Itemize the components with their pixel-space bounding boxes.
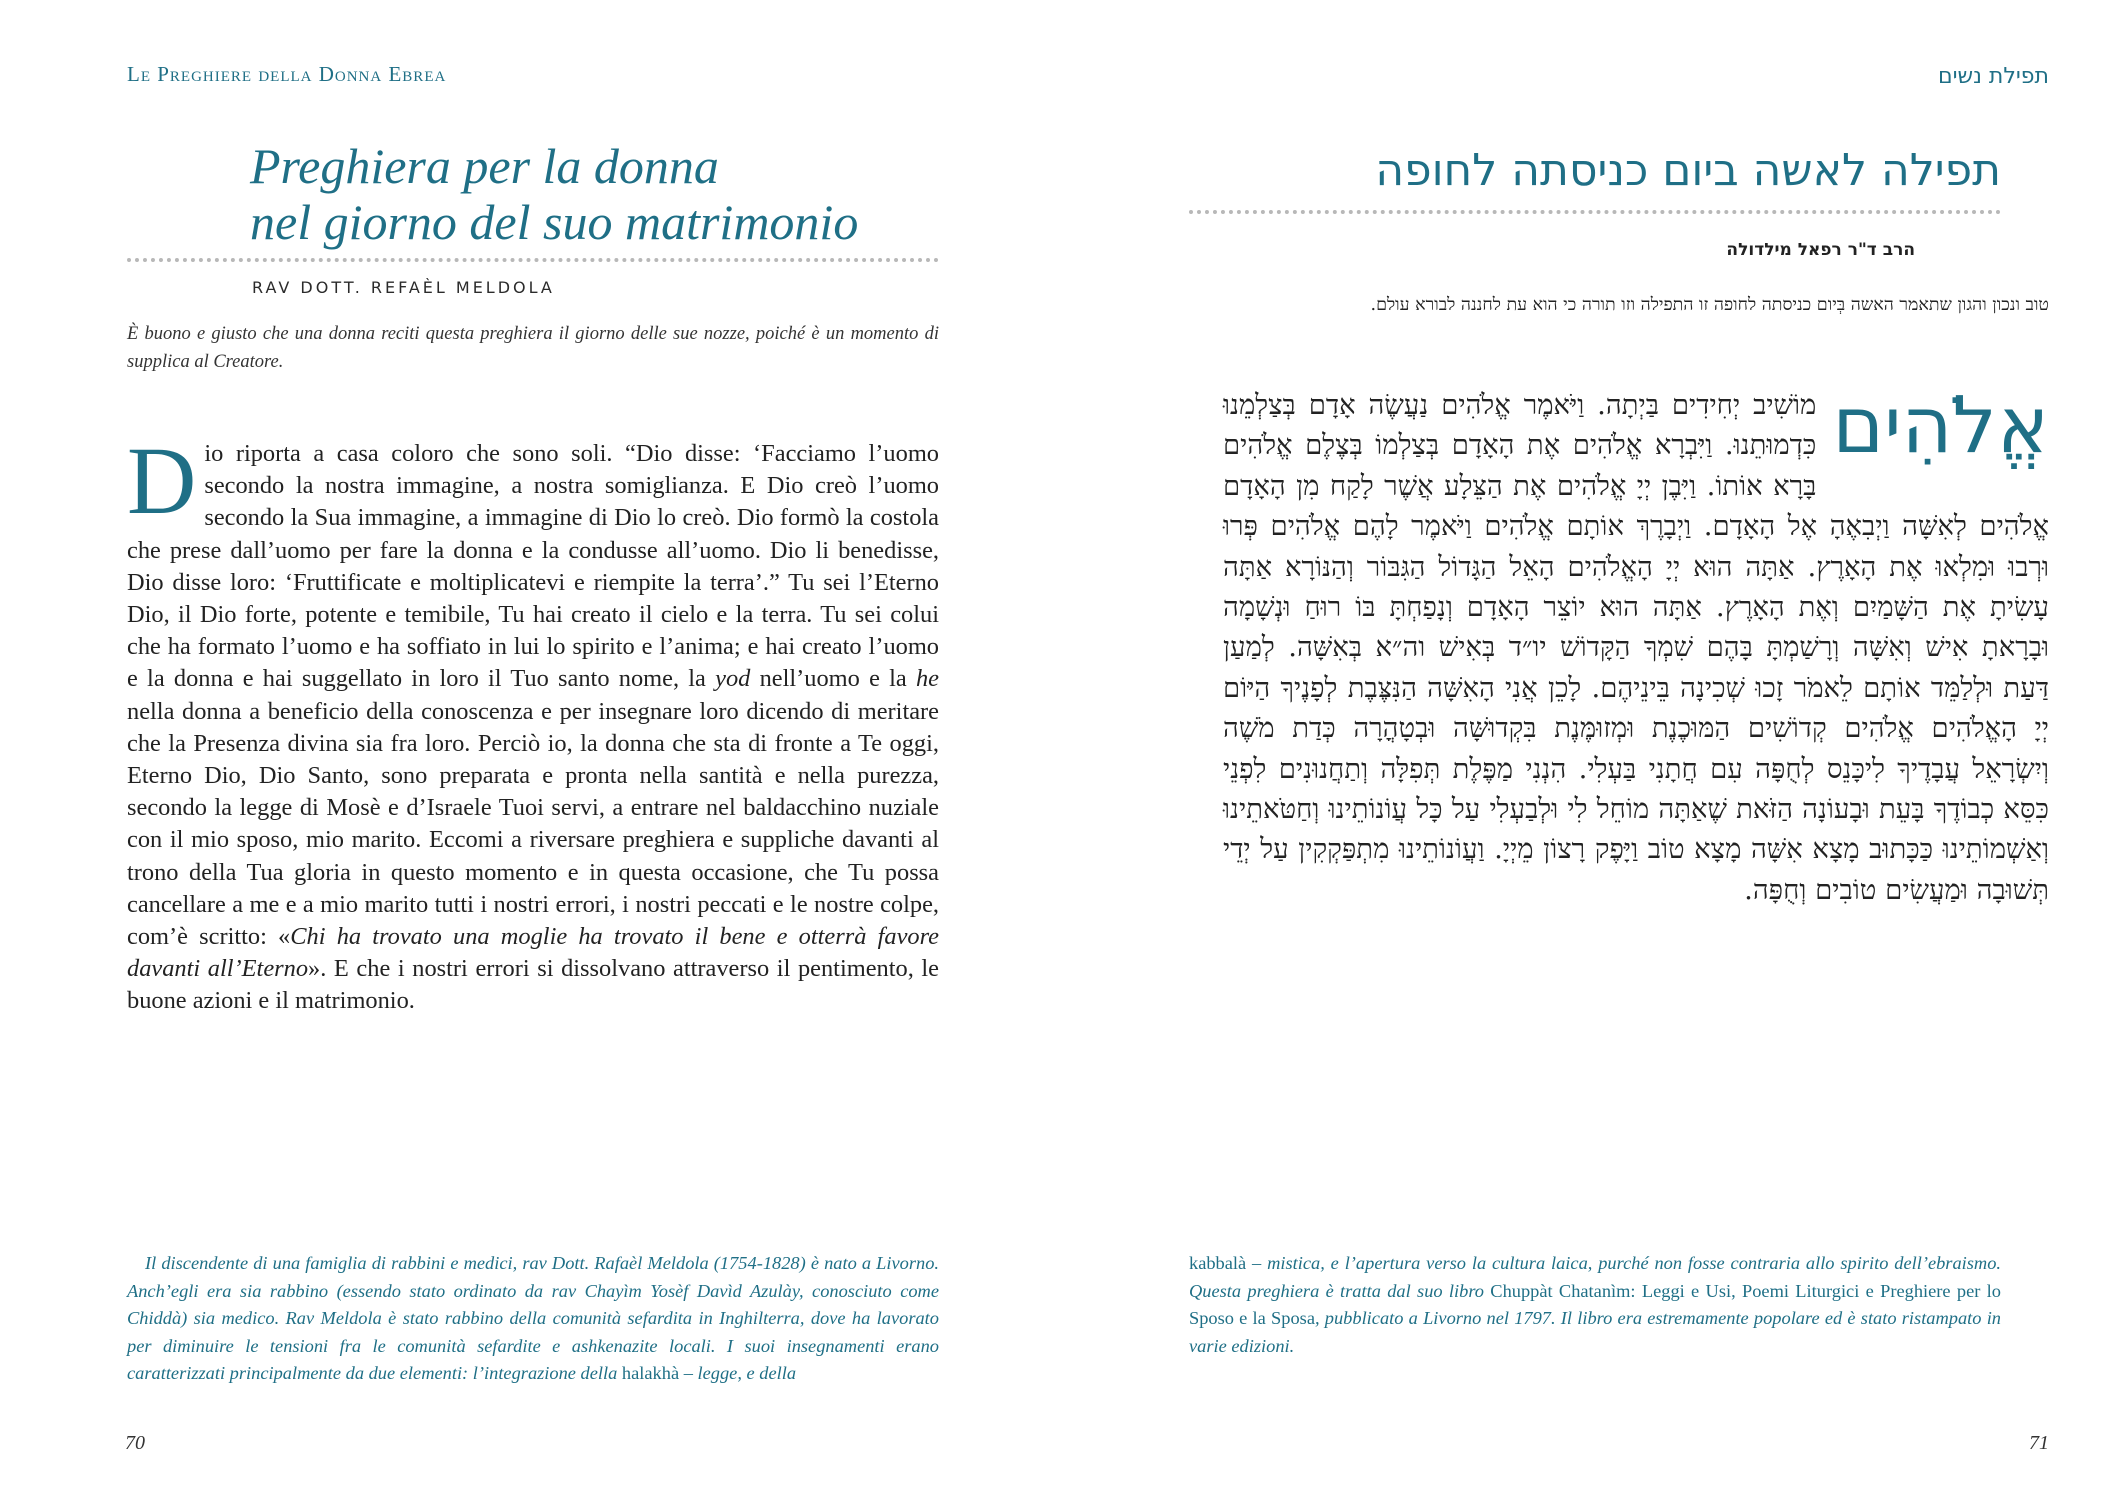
title-line-2: nel giorno del suo matrimonio <box>250 194 859 250</box>
page-number-left: 70 <box>125 1432 145 1454</box>
footnote-right-text-1: – mistica, e l’apertura verso la cultura laica, purché non fosse contraria allo spirito dell’ebraismo. Questa preghiera è tratta dal suo libro <box>1189 1253 2001 1301</box>
running-head-left: Le Preghiere della Donna Ebrea <box>127 62 447 86</box>
page-number-right: 71 <box>2029 1432 2049 1454</box>
prayer-body-hebrew <box>1223 381 2049 910</box>
left-page <box>0 0 1062 1500</box>
dotted-rule-right <box>1189 210 2001 214</box>
footnote-right <box>1189 1250 2001 1360</box>
intro-italian: È buono e giusto che una donna reciti questa preghiera il giorno delle sue nozze, poiché è un momento di supplica al Creatore. <box>127 324 939 372</box>
body-hebrew-text: מוֹשִׁיב יְחִידִים בַּיְתָה. וַיֹּאמֶר אֱלֹהִים נַעֲשֶׂה אָדָם בְּצַלְמֵנוּ כִּדְמוּתֵנוּ. וַיִּבְרָא אֱלֹהִים אֶת הָאָדָם בְּצַלְמוֹ בְּצֶלֶם אֱלֹהִים בָּרָא אוֹתוֹ. וַיִּבֶן יְיָ אֱלֹהִים אֶת הַצֵּלָע אֲשֶׁר לָקַח מִן הָאָדָם אֱלֹהִים לְאִשָּׁה וַיְבִאֶהָ אֶל הָאָדָם. וַיְבָרֶךְ אוֹתָם אֱלֹהִים וַיֹּאמֶר לָהֶם אֱלֹהִים פְּרוּ וּרְבוּ וּמִלְאוּ אֶת הָאָרֶץ. אַתָּה הוּא יְיָ הָאֱלֹהִים הָאֵל הַגָּדוֹל הַגִּבּוֹר וְהַנּוֹרָא אַתָּה עָשִׂיתָ אֶת הַשָּׁמַיִם וְאֶת הָאָרֶץ. אַתָּה הוּא יוֹצֵר הָאָדָם וְנָפַחְתָּ בּוֹ רוּחַ וּנְשָׁמָה וּבָרָאתָ אִישׁ וְאִשָּׁה וְרָשַׁמְתָּ בָּהֶם שִׁמְךָ הַקָּדוֹשׁ יו״ד בְּאִישׁ וה״א בְּאִשָּׁה. לְמַעַן דַּעַת וּלְלַמֵּד אוֹתָם לֵאמֹר זָכוּ שְׁכִינָה בֵּינֵיהֶם. לָכֵן אֲנִי הָאִשָּׁה הַנִּצֶּבֶת לְפָנֶיךָ הַיּוֹם יְיָ הָאֱלֹהִים אֱלֹהִים קְדוֹשִׁים הַמּוּכֶנֶת וּמְזוּמֶּנֶת בִּקְדוּשָּׁה וּבְטָהֳרָה כְּדַת מֹשֶׁה וְיִשְׂרָאֵל עֲבָדֶיךָ לִיכָּנֵס לְחֻפָּה עִם חֲתָנִי בַּעְלִי. הִנְנִי מַפֶּלֶת תְּפִלָּה וְתַחֲנוּנִים לִפְנֵי כִּסֵּא כְבוֹדֶךָ בָּעֵת וּבָעוֹנָה הַזֹּאת שֶׁאַתָּה מוֹחֵל לִי וּלְבַעְלִי עַל כָּל עֲוֹנוֹתֵינוּ וְחַטֹּאתֵינוּ וְאַשְׁמוֹתֵינוּ כַּכָּתוּב מָצָא אִשָּׁה מָצָא טוֹב וַיָּפֶק רָצוֹן מֵיְיָ. וַעֲוֹנוֹתֵינוּ מִתְפַּקְקִין עַל יְדֵי תְּשׁוּבָה וּמַעֲשִׂים טוֹבִים וְחֻפָּה. <box>1223 389 2049 906</box>
body-quote: Chi ha trovato una moglie ha trovato il bene e otterrà favore davanti all’Eterno <box>127 923 940 983</box>
intro-hebrew: טוב ונכון והגון שתאמר האשה בְּיום כניסתה לחופה זו התפילה וזו תורה כי הוא עת לחננה לבורא עולם. <box>1370 295 2049 315</box>
drop-word-hebrew: אֱלֹהִים <box>1832 381 2049 471</box>
footnote-kabbala: kabbalà <box>1189 1253 1247 1273</box>
footnote-left-text-1: Il discendente di una famiglia di rabbini e medici, rav Dott. Rafaèl Meldola (1754-1828) è nato a Livorno. Anch’egli era sia rabbino (essendo stato ordinato da rav Chayìm Yosèf Davìd Azulày, conosciuto come Chiddà) sia medico. Rav Meldola è stato rabbino della comunità sefardita in Inghilterra, dove ha lavorato per diminuire le tensioni fra le comunità sefardite e ashkenazite locali. I suoi insegnamenti erano caratterizzati principalmente da due elementi: l’integrazione della <box>127 1253 939 1383</box>
author-italian: RAV DOTT. REFAÈL MELDOLA <box>252 278 555 297</box>
dotted-rule-left <box>127 258 939 262</box>
footnote-halakha: halakhà <box>621 1363 680 1383</box>
footnote-right-text-2: , pubblicato a Livorno nel 1797. Il libro era estremamente popolare ed è stato ristampato in varie edizioni. <box>1189 1308 2001 1356</box>
body-text-2: nell’uomo e la <box>750 665 916 693</box>
author-hebrew: הרב ד"ר רפאל מילדולה <box>1726 240 1915 260</box>
right-page <box>1063 0 2125 1500</box>
body-text-4: ». E che i nostri errori si dissolvano attraverso il pentimento, le buone azioni e il matrimonio. <box>127 955 939 1015</box>
title-italian <box>250 138 950 250</box>
body-yod: yod <box>715 665 751 693</box>
footnote-book-title: Chuppàt Chatanìm: Leggi e Usi, Poemi Liturgici e Preghiere per lo Sposo e la Sposa <box>1189 1280 2001 1328</box>
title-hebrew: תפילה לאשה ביום כניסתה לחופה <box>1375 145 2001 196</box>
running-head-right: תפילת נשים <box>1938 64 2049 89</box>
footnote-left <box>127 1250 939 1388</box>
title-line-1: Preghiera per la donna <box>250 138 719 194</box>
footnote-left-text-2: – legge, e della <box>679 1363 797 1383</box>
body-he: he <box>915 665 939 693</box>
dropcap: D <box>127 427 197 534</box>
body-text-1: io riporta a casa coloro che sono soli. “Dio disse: ‘Facciamo l’uomo secondo la nostra immagine, a nostra somiglianza. E Dio creò l’uomo secondo la Sua immagine, a immagine di Dio lo creò. Dio formò la costola che prese dall’uomo per fare la donna e la condusse all’uomo. Dio li benedisse, Dio disse loro: ‘Fruttificate e moltiplicatevi e riempite la terra’.” Tu sei l’Eterno Dio, il Dio forte, potente e temibile, Tu hai creato il cielo e la terra. Tu sei colui che ha formato l’uomo e ha soffiato in lui lo spirito e l’anima; e hai creato l’uomo e la donna e hai suggellato in loro il Tuo santo nome, la <box>127 440 939 693</box>
prayer-body-italian <box>127 427 940 1018</box>
body-text-3: nella donna a beneficio della conoscenza e per insegnare loro dicendo di meritare che la Presenza divina sia fra loro. Perciò io, la donna che sta di fronte a Te oggi, Eterno Dio, Dio Santo, sono preparata e pronta nella santità e nella purezza, secondo la legge di Mosè e d’Israele Tuoi servi, a entrare nel baldacchino nuziale con il mio sposo, mio marito. Eccomi a riversare preghiera e suppliche davanti al trono della Tua gloria in questo momento e in questa occasione, che Tu possa cancellare a me e a mio marito tutti i nostri errori, i nostri peccati e le nostre colpe, com’è scritto: « <box>127 697 939 951</box>
